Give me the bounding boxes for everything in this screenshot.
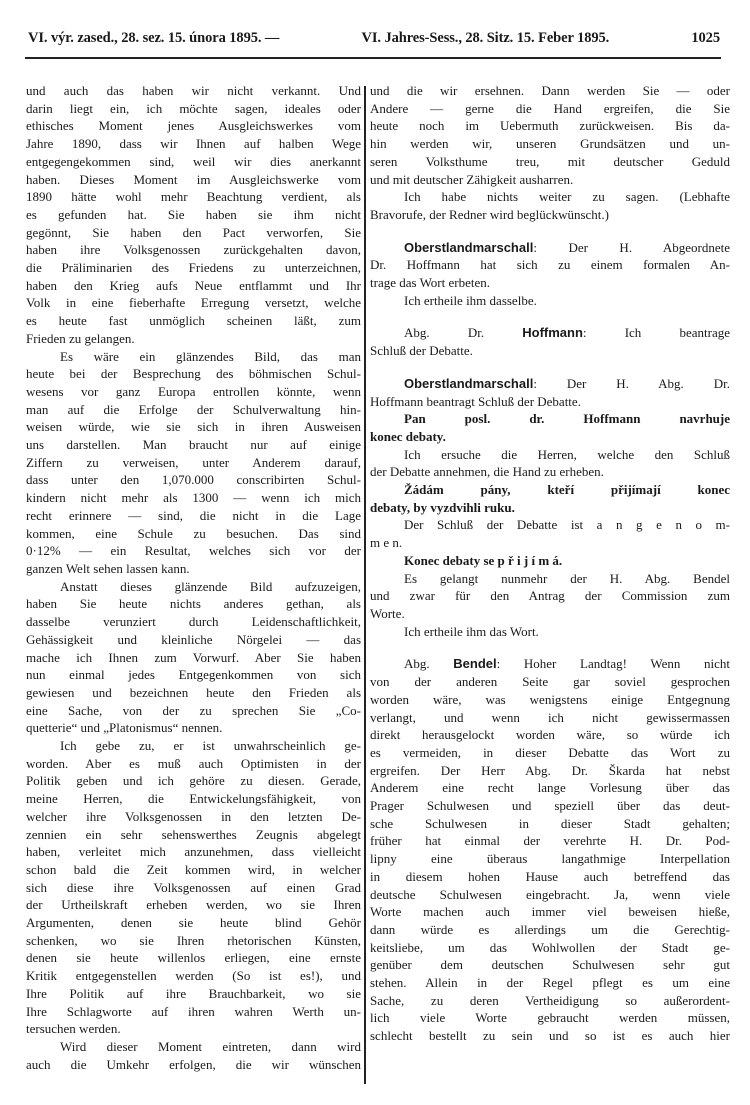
speaker-title: Abg. [404,656,454,672]
paragraph [26,737,361,1038]
text-line: stehen. Allein in der Regel pflegt es um eine [370,975,730,991]
header-rule [25,57,721,59]
text-line: früher hat einmal der verehrte H. Dr. Pod- [370,833,730,849]
speaker-name: Oberstlandmarschall [404,239,534,255]
text-line: weisen würde, wie sie sich in ihren Ausweisen [26,419,361,435]
text-line: heute bei der Besprechung des böhmischen Schul- [26,366,361,382]
paragraph [370,516,730,551]
text-line: Es gelangt nunmehr der H. Abg. Bendel [404,570,730,586]
text-line: Anstatt dieses glänzende Bild aufzuzeigen, [60,578,361,594]
speaker-name: Bendel [453,656,497,672]
running-header [28,30,720,47]
text-line: Worte. [370,605,405,621]
text-line: zennien ein sehr sehenswerthes Zeugnis abgelegt [26,826,361,842]
text-line: Pan posl. dr. Hoffmann navrhuje [404,411,730,427]
text-line: meine Herren, die Entwickelungsfähigkeit, von [26,791,361,807]
paragraph [370,446,730,481]
text-line: haben den Krieg aufs Neue entflammt und Ihr [26,277,361,293]
text-line: nun einmal jedes Entgegenkommen von sich [26,667,361,683]
text-line: dass unter den 1,070.000 conscribirten Schul- [26,472,361,488]
text-line: konec debaty. [370,428,446,444]
text-line: haben ihre Volksgenossen zurückgehalten davon, [26,242,361,258]
speaker-title: Abg. Dr. [404,325,523,341]
text-line: Sache, zu deren Vertheidigung so außerordent- [370,992,730,1008]
text-line: schon bald die Zeit kommen wird, in welcher [26,861,361,877]
text-line: Wird dieser Moment eintreten, dann wird [60,1038,361,1054]
paragraph [26,348,361,578]
text-line: quetterie“ und „Platonismus“ nennen. [26,720,223,736]
text-line: lich viele Worte gebraucht werden müssen, [370,1010,730,1026]
text-line: es gefunden hat. Sie haben sie ihm nicht [26,206,361,222]
paragraph [26,82,361,348]
page-number: 1025 [691,30,720,46]
text-line: ethisches Moment jenes Ausgleichswerkes vom [26,118,361,134]
text-line: Konec debaty se p ř i j í m á. [404,552,563,568]
text-line: worden wäre, was wenigstens einige Entgegnung [370,691,730,707]
text-line: wesens vor ganz Europa entrollen könnte, wenn [26,383,361,399]
paragraph [370,292,730,310]
text-line: denen sie heute willenlos erliegen, eine ernste [26,950,361,966]
text-line: und zwar für den Antrag der Commission zum [370,588,730,604]
text-line: Ihre Politik auf ihre Brauchbarkeit, wo sie [26,985,361,1001]
text-line: direkt herausgelockt worden wäre, so würde ich [370,727,730,743]
text-line: Ich ersuche die Herren, welche den Schluß [404,446,730,462]
text-line: Ich ertheile ihm dasselbe. [404,292,537,308]
text-line: Volk in eine fieberhafte Erregung versetzt, welche [26,295,361,311]
text-line: deutsche Schulwesen eingebracht. Ja, wenn viele [370,886,730,902]
text-line: Jahre 1890, dass wir Ihnen auf halben Wege [26,136,361,152]
text-line: 1890 hätte wohl mehr Beachtung verdient, als [26,189,361,205]
speaker-name: Hoffmann [522,325,583,341]
text-line: sich diese ihre Volksgenossen auf einen Grad [26,879,361,895]
text-line [370,239,730,257]
paragraph [26,578,361,737]
text-line: gegönnt, Sie haben den Pact verworfen, Sie [26,224,361,240]
text-line: ganzen Welt sehen lassen kann. [26,560,190,576]
text-line: darin liegt ein, ich möchte sagen, ideales oder [26,100,361,116]
text-line: Argumenten, denen sie heute blind Gehör [26,915,361,931]
text-line: trage das Wort erbeten. [370,275,490,291]
speech-paragraph [370,655,730,1044]
header-german: VI. Jahres-Sess., 28. Sitz. 15. Feber 1895. [361,30,610,46]
text-line: dasselbe verunziert durch Leidenschaftlichkeit, [26,614,361,630]
paragraph [370,623,730,641]
speech-text: : Hoher Landtag! Wenn nicht [496,656,731,672]
text-line: recht erinnere — sind, die nicht in die Lage [26,507,361,523]
text-line: Es wäre ein glänzendes Bild, das man [60,348,361,364]
text-line: Ihre Schlagworte auf ihren wahren Werth un- [26,1003,361,1019]
text-line: Schluß der Debatte. [370,343,473,359]
text-line: lipny eine überaus langathmige Interpellation [370,851,730,867]
text-line: Prager Schulwesen und speziell über das deut- [370,798,730,814]
paragraph [26,1038,361,1073]
text-line: haben Sie heute nichts anderes gethan, als [26,596,361,612]
text-line: und mit deutscher Zähigkeit ausharren. [370,171,574,187]
text-line: dann würde es allerdings um die Gerechtig- [370,921,730,937]
speaker-name: Oberstlandmarschall [404,375,534,391]
text-line: und auch das haben wir nicht verkannt. Und [26,83,361,98]
text-line: Frieden zu gelangen. [26,330,135,346]
text-line [370,324,730,342]
text-line: es heute fast unmöglich scheinen läßt, zum [26,313,361,329]
text-line: m e n. [370,535,403,551]
text-line: in diesem hohen Hause auch betreffend das [370,868,730,884]
text-line: sche Schulwesen in dieser Stadt gehalten; [370,815,730,831]
text-line: Hoffmann beantragt Schluß der Debatte. [370,393,581,409]
paragraph [370,410,730,445]
text-line: man auf die Erfolge der Schulverwaltung hin- [26,401,361,417]
text-line: der Urtheilskraft erheben werden, wo sie Ihren [26,897,361,913]
text-line: kommen, eine Schule zu besuchen. Das sind [26,525,361,541]
speech-paragraph [370,239,730,292]
text-line: haben. Dieses Moment im Ausgleichswerke vom [26,171,361,187]
text-line: von der anderen Seite gar soviel gesprochen [370,674,730,690]
text-line: Worte machen auch immer viel beweisen hieße, [370,904,730,920]
text-line: worden. Aber es muß auch Optimisten in der [26,755,361,771]
text-line: kindern nicht mehr als 1300 — wenn ich mich [26,490,361,506]
text-line: Politik geben und ich gehöre zu diesen. Gerade, [26,773,361,789]
text-line: auch die Umkehr erfolgen, die wir wünschen [26,1056,361,1072]
text-line: es vermeiden, in dieser Debatte das Wort zu [370,744,730,760]
text-line: Gehässigkeit und kleinliche Nörgelei — das [26,631,361,647]
text-line: Ziffern zu verweisen, unter Anderem darauf, [26,454,361,470]
text-line: Kritik entgegenstellen werden (So ist es!), und [26,968,361,984]
column-divider [364,86,366,1084]
paragraph [370,552,730,570]
text-line: debaty, by vyzdvihli ruku. [370,499,515,515]
text-line: welcher ihre Volksgenossen in den letzten De- [26,808,361,824]
text-line: Ich gebe zu, er ist unwahrscheinlich ge- [60,738,361,754]
paragraph [370,82,730,188]
text-line: Der Schluß der Debatte ist a n g e n o m- [404,517,730,533]
header-czech: VI. výr. zased., 28. sez. 15. února 1895. — [28,30,280,46]
text-line: heute noch im Uebermuth zurückweisen. Bis da- [370,118,730,134]
text-line: hin werden wir, unseren Grundsätzen und un- [370,136,730,152]
text-line: entgegengekommen sind, weil wir dies anerkannt [26,153,361,169]
speech-paragraph [370,324,730,359]
text-line: verlangt, und wenn ich nicht gewissermassen [370,709,730,725]
text-line: keitsliebe, um das Wohlwollen der Stadt ge- [370,939,730,955]
text-line: haben, verleitet mich anzunehmen, dass vielleicht [26,844,361,860]
paragraph [370,481,730,516]
paragraph [370,570,730,623]
text-line: der Debatte annehmen, die Hand zu erheben. [370,464,604,480]
text-line: schenken, wo sie Ihren rhetorischen Künsten, [26,932,361,948]
text-line: tersuchen werden. [26,1021,121,1037]
text-line: schlecht bestellt zu sein und so ist es auch hier [370,1028,730,1044]
text-line [370,375,730,393]
text-line [370,655,730,673]
text-line: Ich habe nichts weiter zu sagen. (Lebhafte [404,189,730,205]
text-line: Ich ertheile ihm das Wort. [404,623,539,639]
text-line: mache ich Ihnen zum Vorwurf. Aber Sie haben [26,649,361,665]
text-line: eine Sache, von der zu sprechen Sie „Co- [26,702,361,718]
speech-text: : Ich beantrage [582,325,731,341]
left-column [26,82,361,1073]
text-line: Andere — gerne die Hand ergreifen, die Sie [370,100,730,116]
text-line: und die wir ersehnen. Dann werden Sie — oder [370,83,730,98]
speech-paragraph [370,375,730,410]
text-line: Anderem eine recht lange Vorlesung über das [370,780,730,796]
text-line: ergreifen. Der Herr Abg. Dr. Škarda hat nebst [370,762,730,778]
text-line: Žádám pány, kteří přijímají konec [404,482,730,498]
text-line: Dr. Hoffmann hat sich zu einem formalen An- [370,257,730,273]
text-line: 0·12% — ein Resultat, welches sich vor der [26,543,361,559]
text-line: die Präliminarien des Friedens zu unterzeichnen, [26,260,361,276]
right-column [370,82,730,1045]
paragraph [370,188,730,223]
speech-text: : Der H. Abgeordnete [533,239,730,255]
text-line: Bravorufe, der Redner wird beglückwünscht.) [370,206,609,222]
text-line: gewiesen und bezeichnen heute den Frieden als [26,684,361,700]
text-line: genüber dem deutschen Schulwesen sehr gut [370,957,730,973]
text-line: seren Volksthume treu, mit deutscher Geduld [370,153,730,169]
speech-text: : Der H. Abg. Dr. [533,375,730,391]
text-line: uns darstellen. Man braucht nur auf einige [26,437,361,453]
